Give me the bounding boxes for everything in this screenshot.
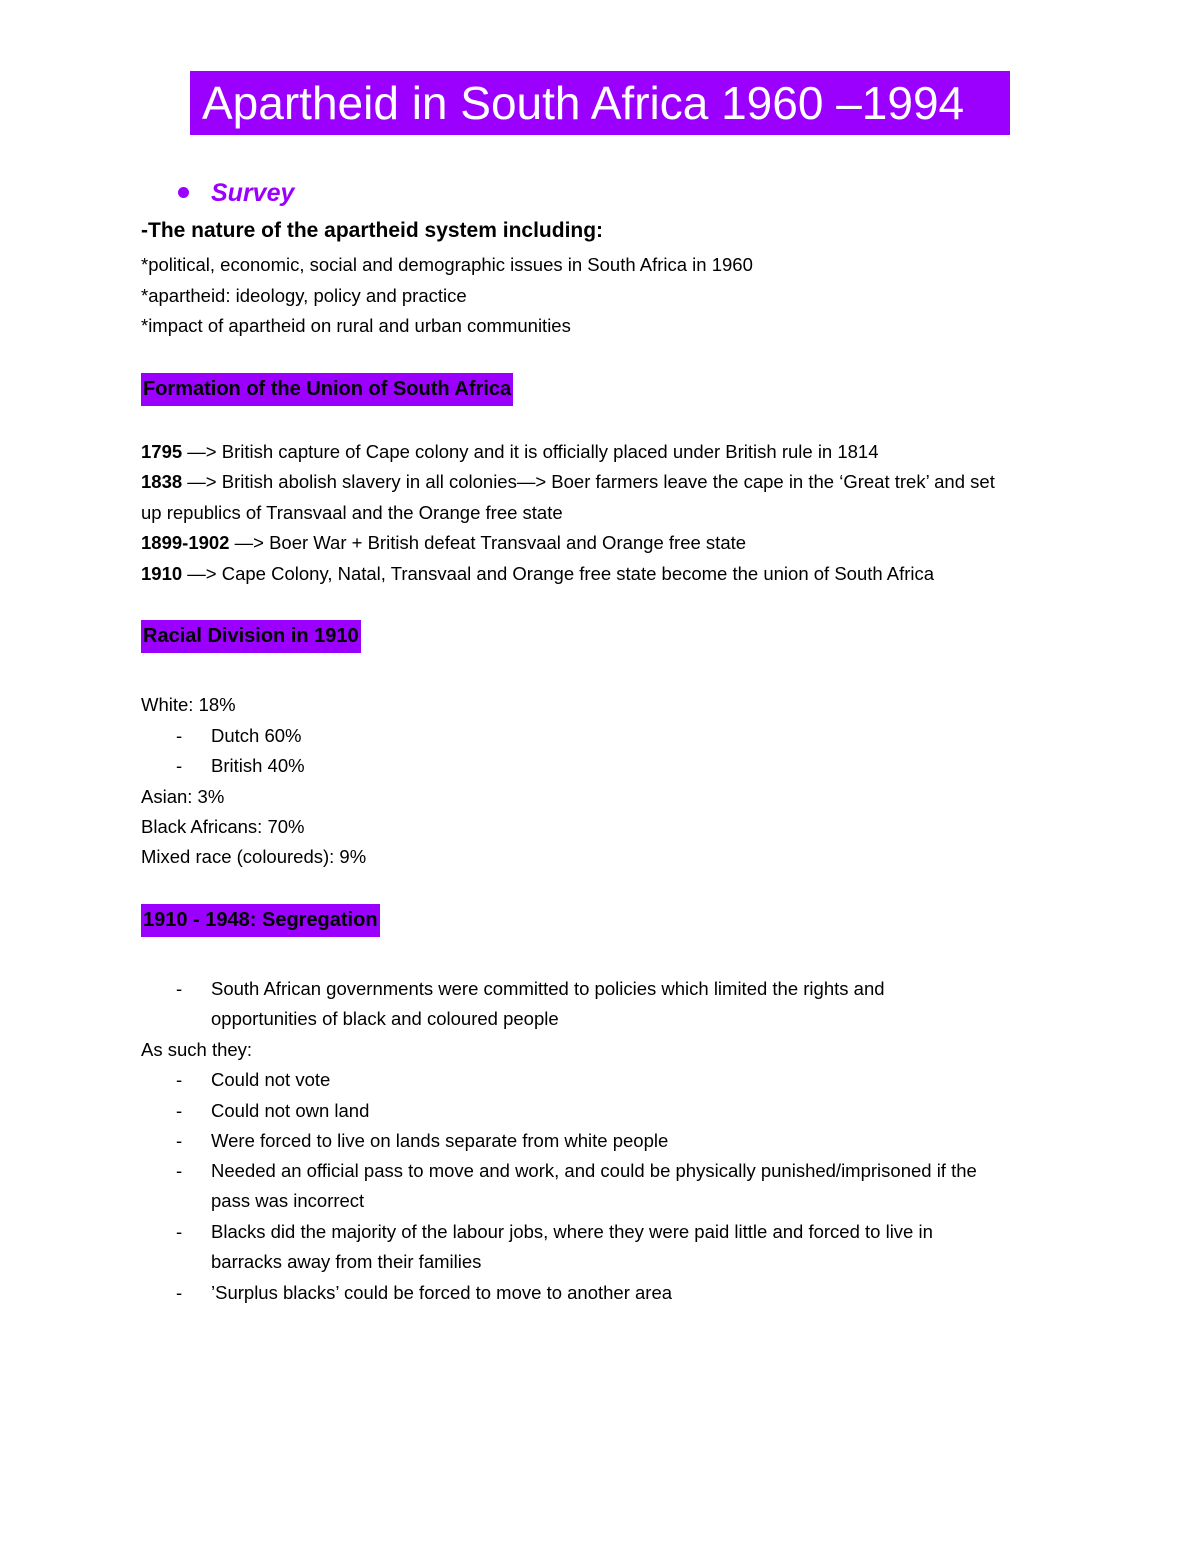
- event-year: 1838: [141, 471, 183, 492]
- event-year: 1910: [141, 563, 183, 584]
- survey-subheading: -The nature of the apartheid system including:: [141, 219, 604, 242]
- list-dash: -: [176, 1160, 183, 1181]
- segregation-item: Were forced to live on lands separate from white people: [211, 1130, 669, 1151]
- section-heading-formation: Formation of the Union of South Africa: [141, 373, 513, 406]
- segregation-intro-line: South African governments were committed to policies which limited the rights and: [211, 978, 885, 999]
- racial-sub-item: British 40%: [211, 755, 305, 776]
- racial-item: Mixed race (coloureds): 9%: [141, 846, 367, 867]
- timeline-event: [141, 531, 746, 555]
- timeline-event: [141, 470, 995, 494]
- bullet-dot-icon: [178, 187, 189, 198]
- list-dash: -: [176, 1221, 183, 1242]
- timeline-event: [141, 440, 879, 464]
- section-heading-racial: Racial Division in 1910: [141, 620, 361, 653]
- event-year: 1899-1902: [141, 532, 230, 553]
- segregation-item: ’Surplus blacks’ could be forced to move to another area: [211, 1282, 673, 1303]
- segregation-item: Could not vote: [211, 1069, 331, 1090]
- timeline-event-continuation: up republics of Transvaal and the Orange free state: [141, 502, 563, 523]
- event-text: —> British capture of Cape colony and it is officially placed under British rule in 1814: [182, 441, 879, 462]
- survey-heading: Survey: [211, 179, 295, 207]
- event-text: —> Boer War + British defeat Transvaal and Orange free state: [229, 532, 747, 553]
- segregation-item-continuation: pass was incorrect: [211, 1190, 365, 1211]
- list-dash: -: [176, 1130, 183, 1151]
- segregation-item: Needed an official pass to move and work, and could be physically punished/imprisoned if the: [211, 1160, 977, 1181]
- event-year: 1795: [141, 441, 183, 462]
- segregation-item: Could not own land: [211, 1100, 370, 1121]
- racial-item: Asian: 3%: [141, 786, 225, 807]
- page-title: Apartheid in South Africa 1960 –1994: [202, 77, 965, 129]
- survey-item: *political, economic, social and demographic issues in South Africa in 1960: [141, 254, 753, 275]
- title-banner: [190, 71, 1010, 135]
- event-text: —> Cape Colony, Natal, Transvaal and Orange free state become the union of South Africa: [182, 563, 935, 584]
- segregation-intro-line: opportunities of black and coloured people: [211, 1008, 559, 1029]
- section-heading-segregation: 1910 - 1948: Segregation: [141, 904, 380, 937]
- as-such-label: As such they:: [141, 1039, 253, 1060]
- list-dash: -: [176, 1069, 183, 1090]
- racial-item: Black Africans: 70%: [141, 816, 305, 837]
- list-dash: -: [176, 978, 183, 999]
- event-text: —> British abolish slavery in all colonies—> Boer farmers leave the cape in the ‘Great trek’ and set: [182, 471, 995, 492]
- list-dash: -: [176, 1100, 183, 1121]
- racial-sub-item: Dutch 60%: [211, 725, 302, 746]
- list-dash: -: [176, 725, 183, 746]
- list-dash: -: [176, 755, 183, 776]
- list-dash: -: [176, 1282, 183, 1303]
- segregation-item-continuation: barracks away from their families: [211, 1251, 482, 1272]
- timeline-event: [141, 562, 934, 586]
- segregation-item: Blacks did the majority of the labour jobs, where they were paid little and forced to live in: [211, 1221, 933, 1242]
- survey-item: *impact of apartheid on rural and urban communities: [141, 315, 571, 336]
- survey-item: *apartheid: ideology, policy and practice: [141, 285, 467, 306]
- racial-white: White: 18%: [141, 694, 236, 715]
